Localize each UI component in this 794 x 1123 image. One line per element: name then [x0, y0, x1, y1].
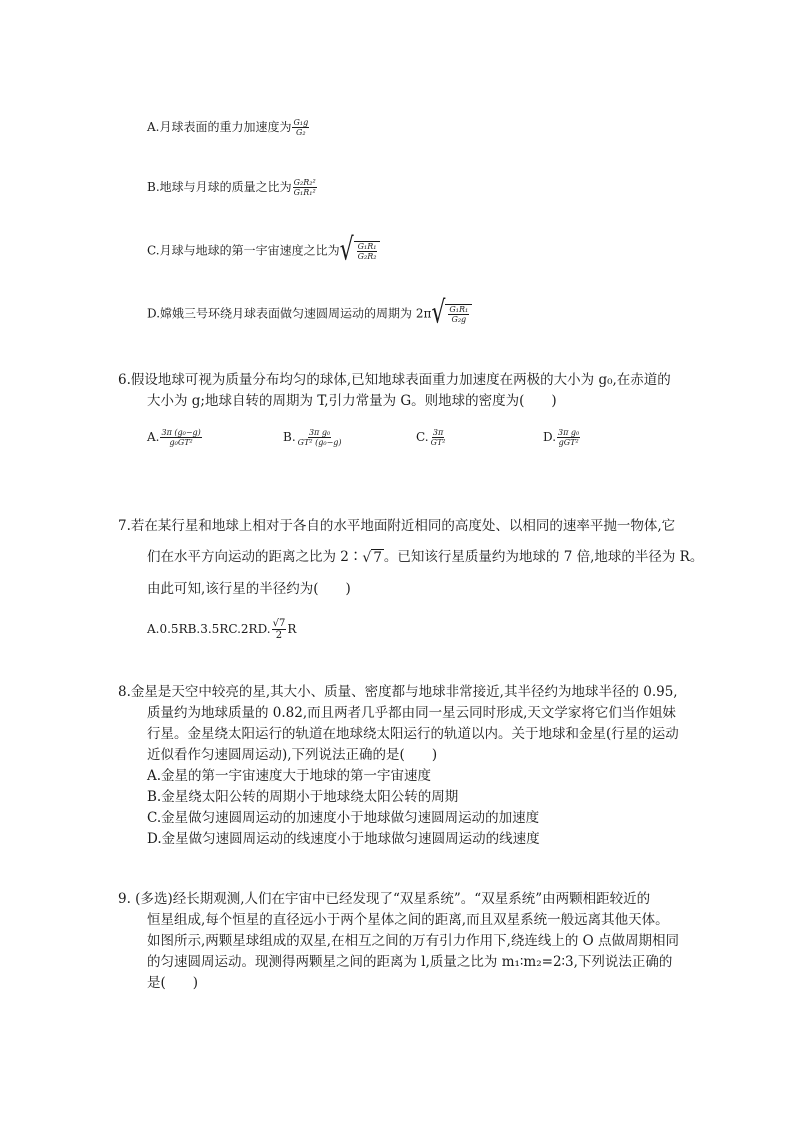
fraction-numerator: G₁R₁: [449, 305, 469, 314]
q5-option-c-fraction: [357, 242, 378, 261]
q9-line-2: 恒星组成,每个恒星的直径远小于两个星体之间的距离,而且双星系统一般远离其他天体。: [147, 912, 669, 928]
q7-option-d-fraction: [272, 618, 287, 641]
q8-option-d: D.金星做匀速圆周运动的线速度小于地球做匀速圆周运动的线速度: [147, 831, 540, 847]
fraction-denominator: G₂g: [451, 315, 467, 324]
fraction-denominator: GT²: [430, 438, 446, 447]
option-label: C.: [416, 430, 429, 444]
q5-option-b: [147, 178, 318, 197]
q5-option-a-text: A.月球表面的重力加速度为: [147, 120, 292, 134]
q8-option-a: A.金星的第一宇宙速度大于地球的第一宇宙速度: [147, 768, 432, 784]
q6-option-c-fraction: [430, 428, 447, 447]
q8-line-2: 质量约为地球质量的 0.82,而且两者几乎都由同一星云同时形成,天文学家将它们当作姐妹: [147, 705, 676, 721]
q5-option-d-fraction: [448, 305, 469, 324]
q5-option-a: [147, 118, 310, 137]
q6-line-2: 大小为 g;地球自转的周期为 T,引力常量为 G。则地球的密度为( ): [147, 393, 557, 409]
q8-option-b: B.金星绕太阳公转的周期小于地球绕太阳公转的周期: [147, 789, 459, 805]
fraction-numerator: 3π g₀: [558, 428, 580, 437]
q9-line-3: 如图所示,两颗星球组成的双星,在相互之间的万有引力作用下,绕连线上的 O 点做周期相同: [147, 933, 680, 949]
q5-option-c-text: C.月球与地球的第一宇宙速度之比为: [147, 243, 340, 258]
q8-line-1: 8.金星是天空中较亮的星,其大小、质量、密度都与地球非常接近,其半径约为地球半径的 0.95,: [118, 684, 678, 700]
q6-option-a: [147, 428, 203, 447]
fraction-numerator: G₁R₁: [357, 242, 377, 251]
q9-line-1: 9. (多选)经长期观测,人们在宇宙中已经发现了“双星系统”。“双星系统”由两颗相距较近的: [118, 891, 651, 907]
q7-line-2: [147, 545, 703, 569]
q8-line-4: 近似看作匀速圆周运动),下列说法正确的是( ): [147, 747, 438, 763]
q7-sqrt: √ 7: [362, 549, 382, 566]
option-label: D.: [543, 430, 557, 444]
option-label: B.: [283, 430, 296, 444]
q5-option-a-fraction: [292, 118, 309, 137]
fraction-numerator: √7: [272, 618, 286, 629]
q8-line-3: 行星。金星绕太阳运行的轨道在地球绕太阳运行的轨道以内。关于地球和金星(行星的运动: [147, 726, 679, 742]
option-label: A.: [147, 430, 160, 444]
fraction-denominator: GT² (g₀−g): [297, 438, 342, 447]
q5-option-b-text: B.地球与月球的质量之比为: [147, 180, 292, 194]
q7-line-2-start: 们在水平方向运动的距离之比为 2∶: [147, 549, 363, 565]
fraction-numerator: G₂R₂²: [293, 178, 316, 187]
q8-option-c: C.金星做匀速圆周运动的加速度小于地球做匀速圆周运动的加速度: [147, 810, 540, 826]
fraction-numerator: 3π (g₀−g): [161, 428, 201, 437]
q7-options-text: A.0.5RB.3.5RC.2RD.: [147, 622, 271, 636]
q9-line-4: 的匀速圆周运动。现测得两颗星之间的距离为 l,质量之比为 m₁∶m₂=2∶3,下列说法正确的: [147, 954, 673, 970]
fraction-numerator: 3π: [432, 428, 444, 437]
fraction-denominator: G₂: [296, 128, 306, 137]
q6-option-b-fraction: [297, 428, 343, 447]
q5-option-d-sqrt: √ $\frac{\text{G₁R₁}}{\text{G₂g}}$: [431, 303, 472, 325]
q9-line-5: 是( ): [147, 975, 199, 991]
q6-option-d: [543, 428, 581, 447]
q6-option-a-fraction: [160, 428, 201, 447]
q7-options: [147, 618, 296, 641]
q5-option-d: [147, 295, 472, 331]
q7-line-2-end: 。已知该行星质量约为地球的 7 倍,地球的半径为 R。: [383, 549, 704, 565]
q6-option-c: [416, 428, 448, 447]
q5-option-c: [147, 232, 380, 268]
q6-option-b: [283, 428, 344, 447]
fraction-denominator: G₁R₁²: [293, 188, 316, 197]
fraction-denominator: g₀GT²: [169, 438, 193, 447]
q5-option-c-sqrt: √ $\frac{\text{G₁R₁}}{\text{G₂R₂}}$: [340, 240, 381, 262]
q7-line-3: 由此可知,该行星的半径约为( ): [147, 581, 351, 597]
fraction-denominator: 2: [275, 630, 283, 641]
fraction-denominator: G₂R₂: [357, 252, 377, 261]
q6-line-1: 6.假设地球可视为质量分布均匀的球体,已知地球表面重力加速度在两极的大小为 g₀,在赤道的: [118, 372, 671, 388]
fraction-numerator: 3π g₀: [308, 428, 331, 437]
fraction-denominator: gGT²: [558, 438, 579, 447]
q7-options-unit: R: [287, 622, 297, 636]
q5-option-d-text: D.嫦娥三号环绕月球表面做匀速圆周运动的周期为 2π: [147, 306, 432, 321]
q7-radicand: 7: [373, 550, 382, 566]
q6-option-d-fraction: [557, 428, 580, 447]
q5-option-b-fraction: [293, 178, 317, 197]
q7-line-1: 7.若在某行星和地球上相对于各自的水平地面附近相同的高度处、以相同的速率平抛一物体,它: [118, 518, 676, 534]
fraction-numerator: G₁g: [293, 118, 309, 127]
